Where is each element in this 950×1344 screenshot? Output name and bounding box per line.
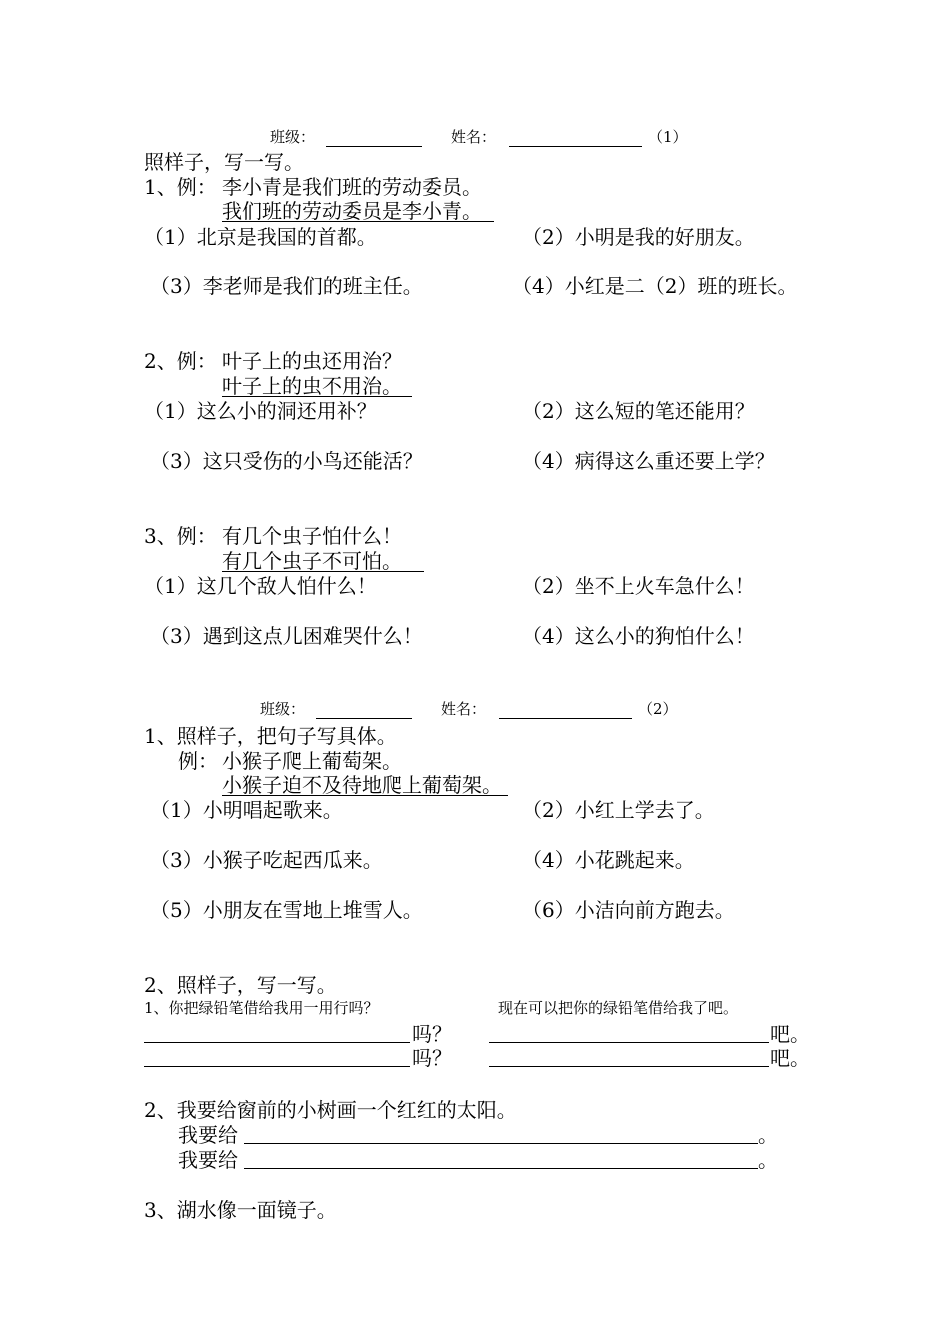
example-answer: 小猴子迫不及待地爬上葡萄架。 bbox=[222, 775, 508, 796]
exercise-item: （2）这么短的笔还能用？ bbox=[522, 399, 755, 423]
exercise-item: （3）这只受伤的小鸟还能活？ bbox=[150, 449, 423, 473]
exercise-item: （2）小明是我的好朋友。 bbox=[522, 225, 755, 249]
name-blank[interactable] bbox=[499, 718, 632, 719]
example-question: 小猴子爬上葡萄架。 bbox=[222, 749, 402, 773]
class-label: 班级： bbox=[260, 700, 306, 718]
answer-line[interactable] bbox=[244, 1168, 758, 1169]
example-question: 李小青是我们班的劳动委员。 bbox=[222, 175, 482, 199]
name-label: 姓名： bbox=[441, 700, 487, 718]
answer-line[interactable] bbox=[244, 1143, 758, 1144]
class-label: 班级： bbox=[270, 128, 316, 146]
example-label: 2、例： bbox=[144, 349, 217, 373]
exercise-item: （2）小红上学去了。 bbox=[522, 798, 715, 822]
exercise-item: （3）小猴子吃起西瓜来。 bbox=[150, 848, 383, 872]
sample-question: 1、你把绿铅笔借给我用一用行吗？ bbox=[144, 999, 379, 1017]
answer-line[interactable] bbox=[489, 1042, 769, 1043]
example-label: 例： bbox=[178, 749, 218, 773]
name-label: 姓名： bbox=[451, 128, 497, 146]
exercise-item: （2）坐不上火车急什么！ bbox=[522, 574, 755, 598]
answer-prefix: 我要给 bbox=[178, 1123, 238, 1147]
exercise-item: （6）小洁向前方跑去。 bbox=[522, 898, 735, 922]
exercise-title: 1、照样子，把句子写具体。 bbox=[144, 724, 397, 748]
exercise-item: （1）这几个敌人怕什么！ bbox=[144, 574, 377, 598]
exercise-item: （4）病得这么重还要上学？ bbox=[522, 449, 775, 473]
exercise-item: （1）小明唱起歌来。 bbox=[150, 798, 343, 822]
exercise-item: （4）这么小的狗怕什么！ bbox=[522, 624, 755, 648]
answer-suffix: 吧。 bbox=[770, 1022, 810, 1046]
answer-end: 。 bbox=[758, 1123, 778, 1147]
answer-line[interactable] bbox=[144, 1042, 410, 1043]
exercise-item: （4）小花跳起来。 bbox=[522, 848, 695, 872]
exercise-item: （5）小朋友在雪地上堆雪人。 bbox=[150, 898, 423, 922]
instruction-title: 照样子，写一写。 bbox=[144, 150, 304, 174]
sample-statement: 现在可以把你的绿铅笔借给我了吧。 bbox=[498, 999, 739, 1017]
answer-line[interactable] bbox=[144, 1066, 410, 1067]
sample-sentence: 2、我要给窗前的小树画一个红红的太阳。 bbox=[144, 1098, 517, 1122]
example-label: 1、例： bbox=[144, 175, 217, 199]
answer-suffix: 吗？ bbox=[412, 1046, 452, 1070]
worksheet-number: （2） bbox=[638, 700, 678, 718]
example-answer: 有几个虫子不可怕。 bbox=[222, 551, 424, 572]
answer-prefix: 我要给 bbox=[178, 1148, 238, 1172]
answer-line[interactable] bbox=[489, 1066, 769, 1067]
example-label: 3、例： bbox=[144, 524, 217, 548]
exercise-item: （3）遇到这点儿困难哭什么！ bbox=[150, 624, 423, 648]
example-question: 有几个虫子怕什么！ bbox=[222, 524, 402, 548]
name-blank[interactable] bbox=[509, 146, 642, 147]
class-blank[interactable] bbox=[326, 146, 422, 147]
exercise-item: （1）北京是我国的首都。 bbox=[144, 225, 377, 249]
exercise-item: （3）李老师是我们的班主任。 bbox=[150, 274, 423, 298]
answer-end: 。 bbox=[758, 1148, 778, 1172]
exercise-title: 2、照样子，写一写。 bbox=[144, 973, 337, 997]
example-answer: 叶子上的虫不用治。 bbox=[222, 376, 412, 397]
example-question: 叶子上的虫还用治？ bbox=[222, 349, 402, 373]
exercise-item: （4）小红是二（2）班的班长。 bbox=[512, 274, 798, 298]
worksheet-number: （1） bbox=[648, 128, 688, 146]
answer-suffix: 吗？ bbox=[412, 1022, 452, 1046]
class-blank[interactable] bbox=[316, 718, 412, 719]
example-answer: 我们班的劳动委员是李小青。 bbox=[222, 201, 494, 222]
sample-sentence: 3、湖水像一面镜子。 bbox=[144, 1198, 337, 1222]
answer-suffix: 吧。 bbox=[770, 1046, 810, 1070]
exercise-item: （1）这么小的洞还用补？ bbox=[144, 399, 377, 423]
